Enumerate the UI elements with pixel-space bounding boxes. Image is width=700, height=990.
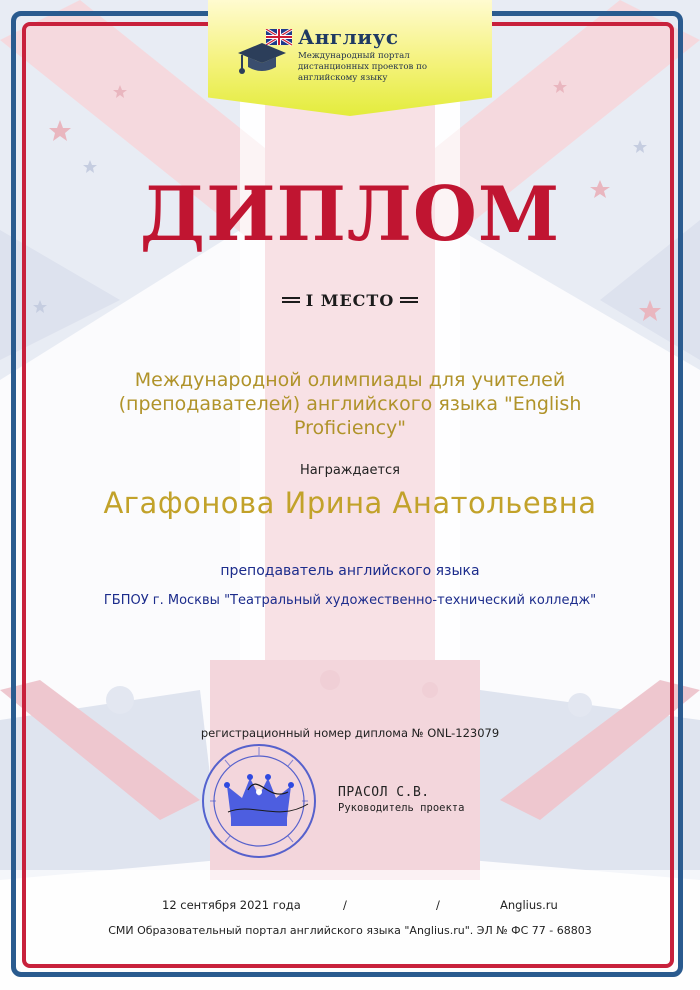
site-name: Anglius.ru (500, 898, 558, 912)
diploma-title: ДИПЛОМ (139, 170, 561, 258)
left-double-bar (282, 297, 300, 303)
place-label: I МЕСТО (305, 291, 395, 310)
place-line (0, 291, 700, 310)
separator-slash: / (436, 898, 440, 912)
signer-block (338, 785, 464, 814)
stamp-seal-icon (198, 742, 320, 860)
signer-name: ПРАСОЛ С.В. (338, 785, 430, 800)
separator-slash: / (343, 898, 347, 912)
awarded-label: Награждается (300, 463, 400, 478)
recipient-name: Агафонова Ирина Анатольевна (103, 486, 597, 520)
anglius-logo (236, 25, 476, 83)
issue-date: 12 сентября 2021 года (162, 898, 301, 912)
right-double-bar (400, 297, 418, 303)
graduation-cap-icon (236, 29, 296, 77)
registration-number: регистрационный номер диплома № ONL-123079 (200, 726, 500, 740)
logo-title: Англиус (298, 25, 399, 49)
recipient-organization: ГБПОУ г. Москвы "Театральный художественно-технический колледж" (103, 593, 597, 608)
media-registration-note: СМИ Образовательный портал английского языка "Anglius.ru". ЭЛ № ФС 77 - 68803 (108, 924, 592, 937)
olympiad-name: Международной олимпиады для учителей (преподавателей) английского языка "English Proficiency" (118, 369, 582, 439)
signer-role: Руководитель проекта (338, 802, 465, 814)
footer-row (0, 898, 700, 914)
logo-subtitle: Международный портал дистанционных проектов по английскому языку (298, 51, 427, 83)
recipient-position: преподаватель английского языка (220, 563, 480, 579)
